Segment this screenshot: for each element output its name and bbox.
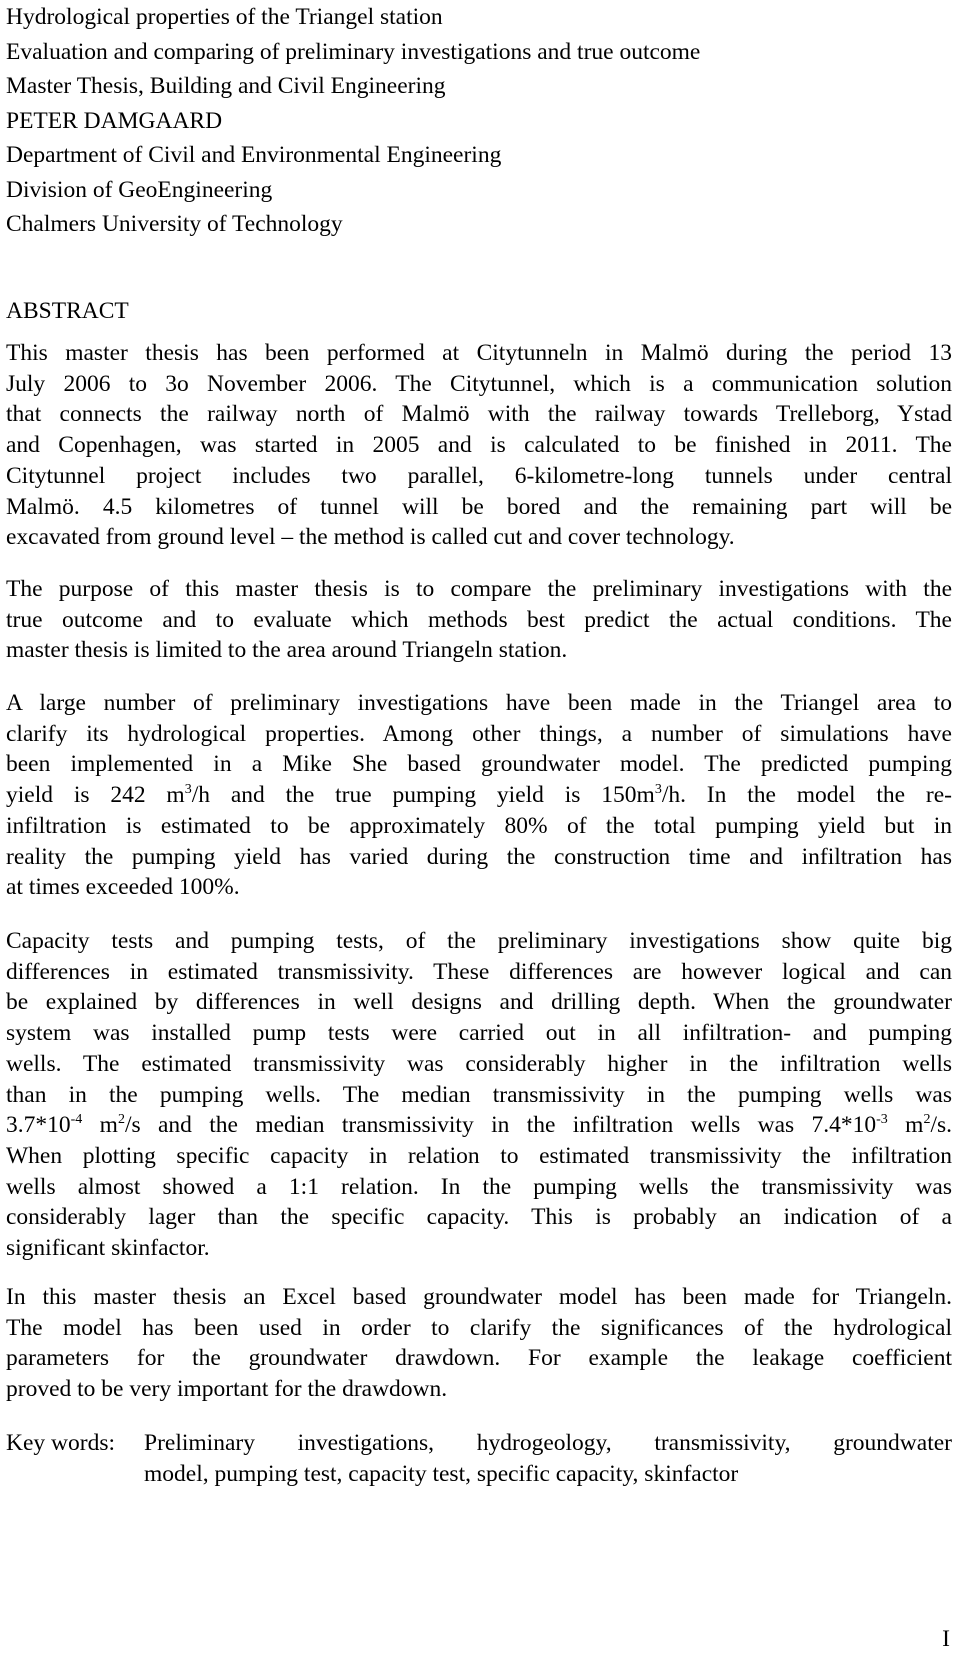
text-line: reality the pumping yield has varied during the construction time and infiltration has	[6, 843, 952, 870]
text-line: significant skinfactor.	[6, 1235, 210, 1262]
text-run: /h and the true pumping yield is 150m	[191, 782, 655, 809]
text-line: wells. The estimated transmissivity was considerably higher in the infiltration wells	[6, 1050, 952, 1077]
abstract-paragraph-4	[6, 926, 952, 1264]
text-line: excavated from ground level – the method is called cut and cover technology.	[6, 524, 735, 551]
text-line: proved to be very important for the drawdown.	[6, 1376, 448, 1403]
text-line: A large number of preliminary investigations have been made in the Triangel area to	[6, 690, 952, 716]
text-line: Citytunnel project includes two parallel, 6-kilometre-long tunnels under central	[6, 462, 952, 489]
text-line: system was installed pump tests were carried out in all infiltration- and pumping	[6, 1020, 952, 1047]
text-line: The model has been used in order to clarify the significances of the hydrological	[6, 1314, 952, 1341]
text-line: Preliminary investigations, hydrogeology, transmissivity, groundwater	[144, 1430, 952, 1456]
document-title: Hydrological properties of the Triangel station	[6, 4, 443, 30]
text-run: /s and the median transmissivity in the infiltration wells was 7.4*10	[124, 1112, 877, 1139]
text-line: been implemented in a Mike She based groundwater model. The predicted pumping	[6, 751, 952, 778]
text-line: The purpose of this master thesis is to compare the preliminary investigations with the	[6, 576, 952, 602]
abstract-paragraph-5	[6, 1282, 952, 1405]
keywords-label: Key words:	[6, 1430, 115, 1456]
department-name: Department of Civil and Environmental Engineering	[6, 142, 502, 168]
superscript: 2	[923, 1112, 931, 1128]
text-line-with-units	[6, 780, 952, 811]
text-line: Malmö. 4.5 kilometres of tunnel will be bored and the remaining part will be	[6, 493, 952, 520]
document-subtitle: Evaluation and comparing of preliminary investigations and true outcome	[6, 38, 701, 65]
superscript: 3	[184, 782, 192, 798]
text-line: This master thesis has been performed at Citytunneln in Malmö during the period 13	[6, 340, 952, 366]
abstract-heading: ABSTRACT	[6, 298, 129, 324]
text-line: at times exceeded 100%.	[6, 874, 240, 901]
abstract-paragraph-1	[6, 338, 952, 553]
text-line: July 2006 to 3o November 2006. The Citytunnel, which is a communication solution	[6, 370, 952, 397]
abstract-paragraph-2	[6, 574, 952, 666]
university-name: Chalmers University of Technology	[6, 211, 343, 237]
text-line: parameters for the groundwater drawdown. For example the leakage coefficient	[6, 1345, 952, 1372]
text-run: yield is 242 m	[6, 782, 185, 809]
title-block	[6, 0, 700, 242]
page-number: I	[942, 1626, 950, 1652]
thesis-type: Master Thesis, Building and Civil Engineering	[6, 73, 446, 99]
abstract-paragraph-3	[6, 688, 952, 903]
text-line: that connects the railway north of Malmö with the railway towards Trelleborg, Ystad	[6, 401, 952, 428]
text-line-with-units	[6, 1110, 952, 1141]
keywords-list	[144, 1428, 952, 1489]
text-line: be explained by differences in well designs and drilling depth. When the groundwater	[6, 989, 952, 1016]
text-line: true outcome and to evaluate which methods best predict the actual conditions. The	[6, 606, 952, 633]
division-name: Division of GeoEngineering	[6, 176, 273, 203]
text-line: differences in estimated transmissivity. These differences are however logical and can	[6, 958, 952, 985]
author-name: PETER DAMGAARD	[6, 107, 223, 134]
text-line: Capacity tests and pumping tests, of the preliminary investigations show quite big	[6, 928, 952, 954]
text-line: and Copenhagen, was started in 2005 and is calculated to be finished in 2011. The	[6, 432, 952, 459]
superscript: -3	[876, 1112, 888, 1128]
text-line: In this master thesis an Excel based groundwater model has been made for Triangeln.	[6, 1284, 952, 1310]
text-line: model, pumping test, capacity test, specific capacity, skinfactor	[144, 1460, 739, 1487]
text-line: considerably lager than the specific capacity. This is probably an indication of a	[6, 1204, 952, 1231]
text-run: m	[82, 1112, 118, 1139]
text-line: wells almost showed a 1:1 relation. In the pumping wells the transmissivity was	[6, 1173, 952, 1200]
superscript: 3	[654, 782, 662, 798]
text-line: master thesis is limited to the area around Triangeln station.	[6, 637, 568, 664]
text-line: clarify its hydrological properties. Among other things, a number of simulations have	[6, 720, 952, 747]
text-line: When plotting specific capacity in relation to estimated transmissivity the infiltration	[6, 1142, 952, 1169]
text-run: /s.	[930, 1112, 953, 1139]
text-run: 3.7*10	[6, 1112, 71, 1139]
text-line: than in the pumping wells. The median transmissivity in the pumping wells was	[6, 1081, 952, 1108]
text-run: /h. In the model the re-	[661, 782, 952, 809]
text-line: infiltration is estimated to be approximately 80% of the total pumping yield but in	[6, 812, 952, 839]
superscript: 2	[117, 1112, 125, 1128]
superscript: -4	[70, 1112, 83, 1128]
text-run: m	[887, 1112, 924, 1139]
